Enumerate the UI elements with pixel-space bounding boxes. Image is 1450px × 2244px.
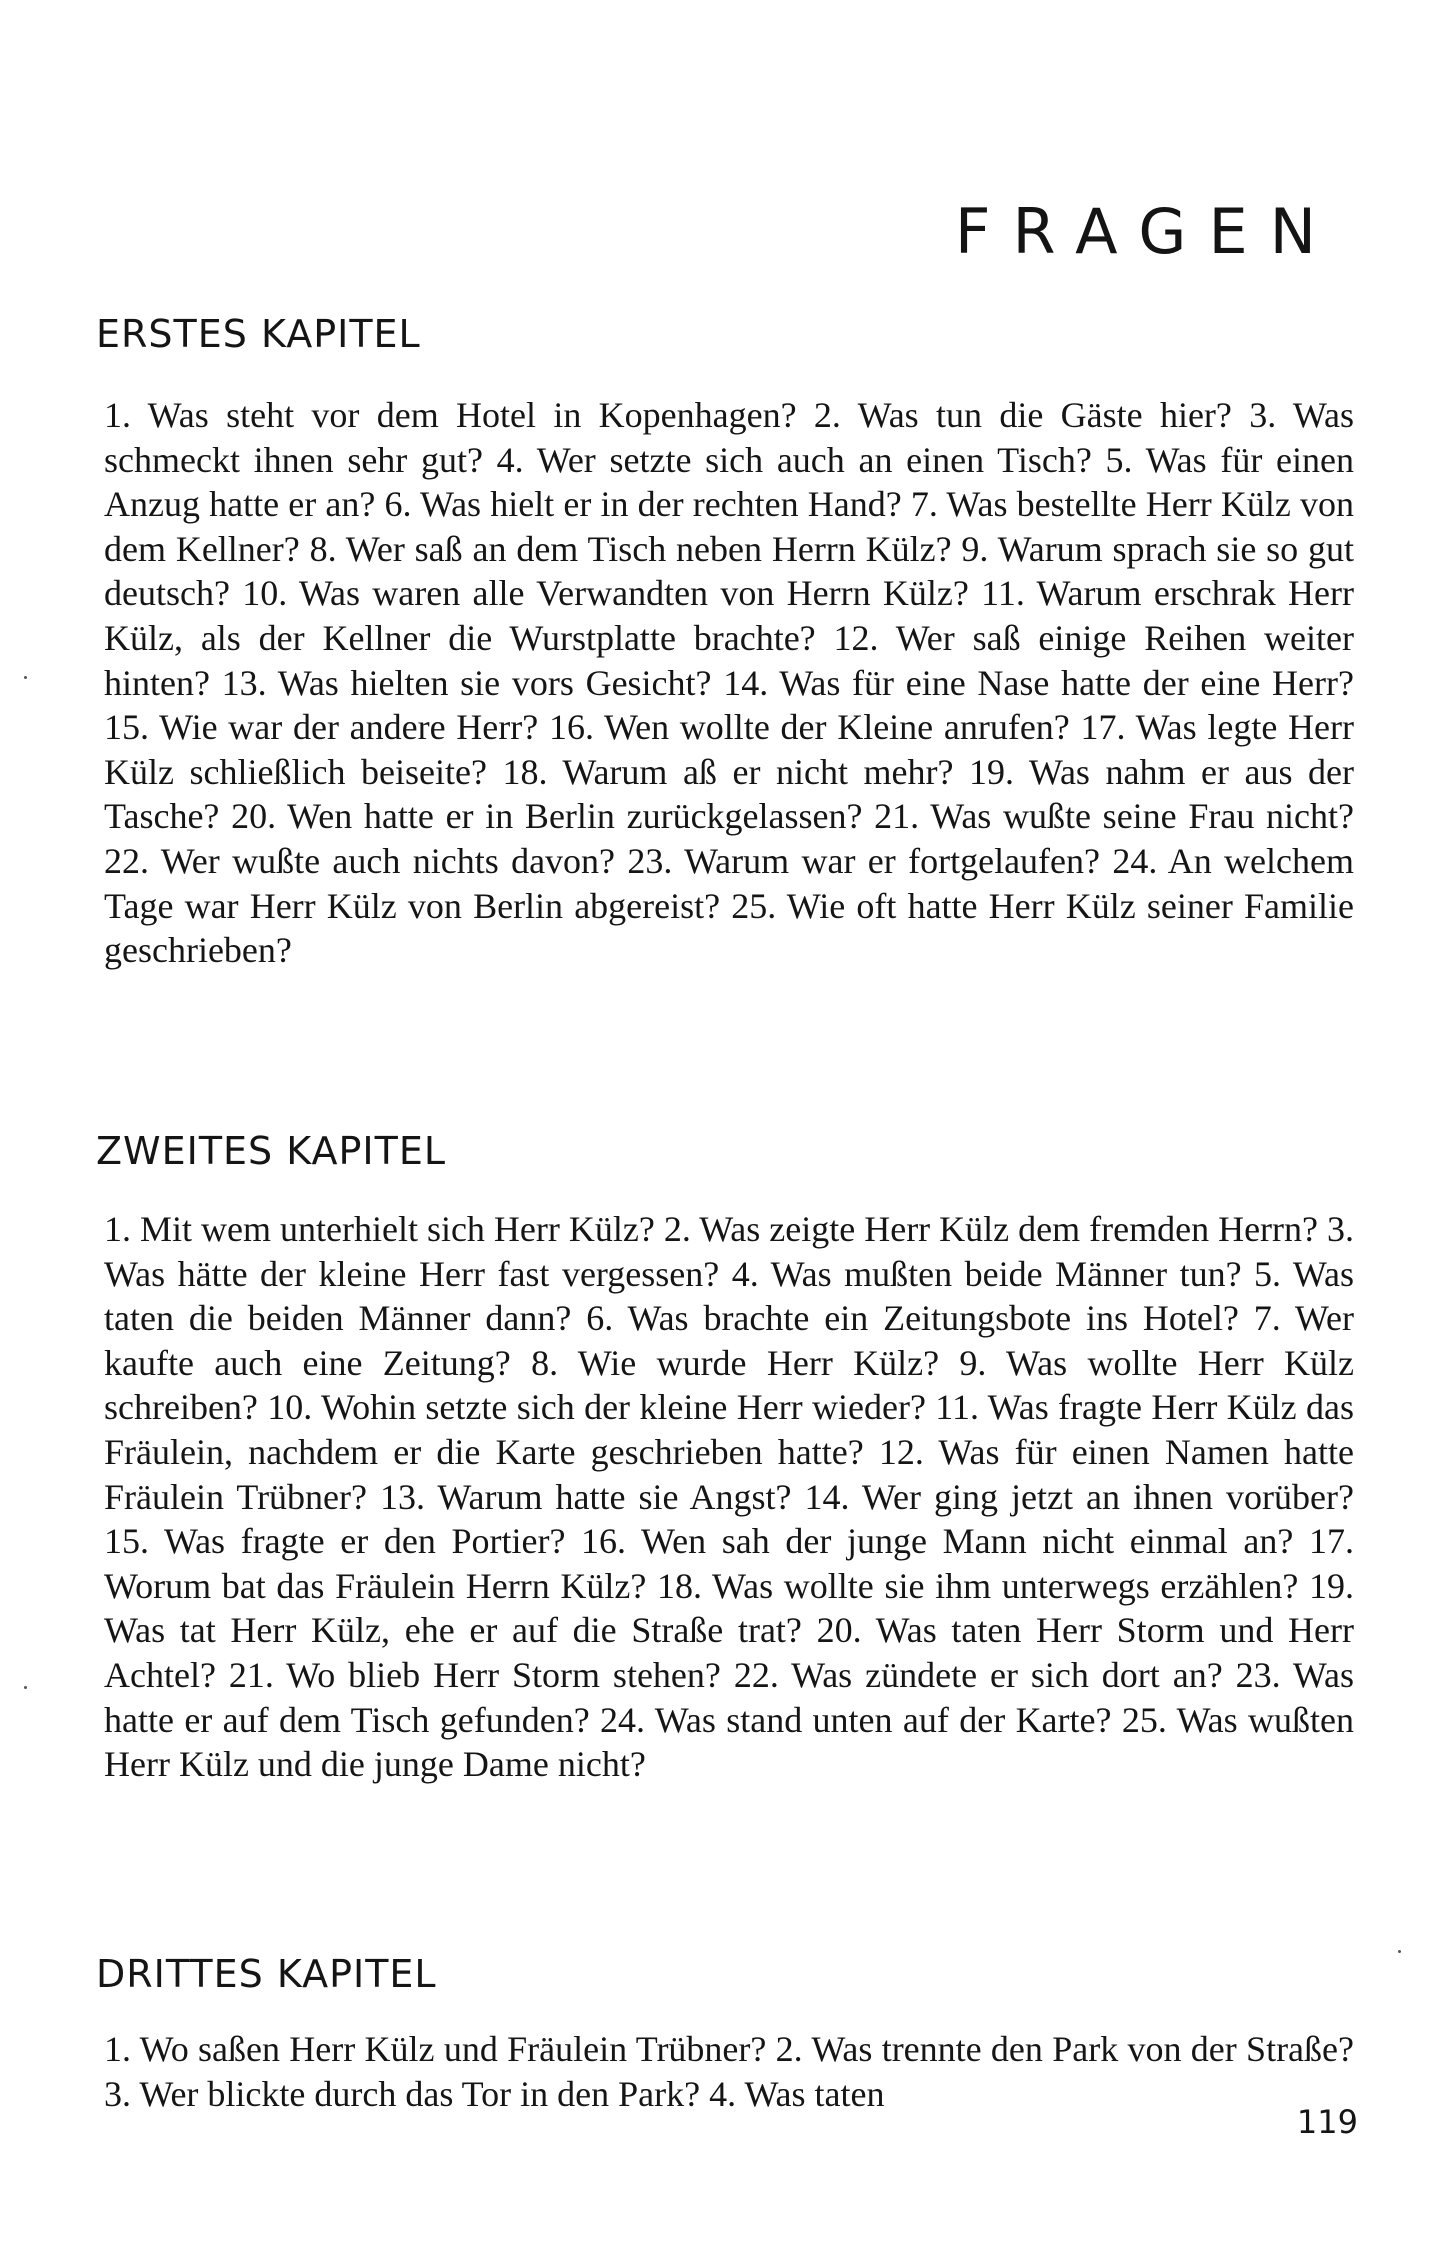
chapter-text-1: 1. Was steht vor dem Hotel in Kopenhagen? 2. Was tun die Gäste hier? 3. Was schmeckt ihnen sehr gut? 4. Wer setzte sich auch an einen Tisch? 5. Was für einen Anzug hatte er an? 6. Was hielt er in der rechten Hand? 7. Was bestellte Herr Külz von dem Kellner? 8. Wer saß an dem Tisch neben Herrn Külz? 9. Warum sprach sie so gut deutsch? 10. Was waren alle Verwandten von Herrn Külz? 11. Warum erschrak Herr Külz, als der Kellner die Wurstplatte brachte? 12. Wer saß einige Reihen weiter hinten? 13. Was hielten sie vors Gesicht? 14. Was für eine Nase hatte der eine Herr? 15. Wie war der andere Herr? 16. Wen wollte der Kleine anrufen? 17. Was legte Herr Külz schließlich beiseite? 18. Warum aß er nicht mehr? 19. Was nahm er aus der Tasche? 20. Wen hatte er in Berlin zurückgelassen? 21. Was wußte seine Frau nicht? 22. Wer wußte auch nichts davon? 23. Warum war er fortgelaufen? 24. An welchem Tage war Herr Külz von Berlin abgereist? 25. Wie oft hatte Herr Külz seiner Familie geschrieben? bbox=[104, 395, 1354, 971]
chapter-heading-3: DRITTES KAPITEL bbox=[96, 1952, 437, 1996]
chapter-heading-2: ZWEITES KAPITEL bbox=[96, 1129, 447, 1173]
page-number: 119 bbox=[1296, 2103, 1358, 2141]
scan-speck bbox=[1398, 1950, 1401, 1953]
chapter-text-3: 1. Wo saßen Herr Külz und Fräulein Trübner? 2. Was trennte den Park von der Straße? 3. Wer blickte durch das Tor in den Park? 4. Was taten bbox=[104, 2029, 1354, 2114]
chapter-text-2: 1. Mit wem unterhielt sich Herr Külz? 2. Was zeigte Herr Külz dem fremden Herrn? 3. Was hätte der kleine Herr fast vergessen? 4. Was mußten beide Männer tun? 5. Was taten die beiden Männer dann? 6. Was brachte ein Zeitungsbote ins Hotel? 7. Wer kaufte auch eine Zeitung? 8. Wie wurde Herr Külz? 9. Was wollte Herr Külz schreiben? 10. Wohin setzte sich der kleine Herr wieder? 11. Was fragte Herr Külz das Fräulein, nachdem er die Karte geschrieben hatte? 12. Was für einen Namen hatte Fräulein Trübner? 13. Warum hatte sie Angst? 14. Wer ging jetzt an ihnen vorüber? 15. Was fragte er den Portier? 16. Wen sah der junge Mann nicht einmal an? 17. Worum bat das Fräulein Herrn Külz? 18. Was wollte sie ihm unterwegs erzählen? 19. Was tat Herr Külz, ehe er auf die Straße trat? 20. Was taten Herr Storm und Herr Achtel? 21. Wo blieb Herr Storm stehen? 22. Was zündete er sich dort an? 23. Was hatte er auf dem Tisch gefunden? 24. Was stand unten auf der Karte? 25. Was wußten Herr Külz und die junge Dame nicht? bbox=[104, 1209, 1354, 1785]
page-title: FRAGEN bbox=[954, 195, 1338, 268]
scan-speck bbox=[24, 676, 27, 679]
chapter-heading-1: ERSTES KAPITEL bbox=[96, 312, 421, 356]
scan-speck bbox=[24, 1686, 27, 1689]
